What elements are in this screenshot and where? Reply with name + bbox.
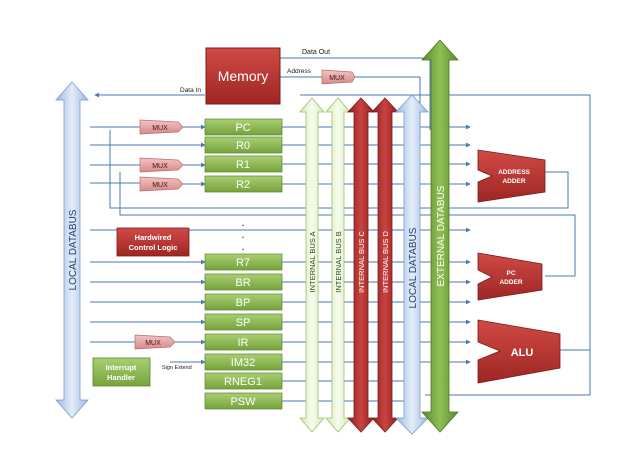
data-in-label: Data In <box>180 87 201 94</box>
register-im32 <box>205 354 282 370</box>
register-sp-label: SP <box>235 317 251 329</box>
hardwired-control-logic <box>117 228 189 256</box>
register-ir-label: IR <box>237 337 249 349</box>
address-adder-line2: ADDER <box>502 178 526 185</box>
interrupt-handler <box>93 358 150 386</box>
mux-r2 <box>140 177 183 191</box>
ellipsis-dot-3: . <box>241 239 245 253</box>
address-adder-line1: ADDRESS <box>498 169 530 176</box>
register-br-label: BR <box>235 277 251 289</box>
register-r7-label: R7 <box>235 257 251 269</box>
internal-bus-b <box>326 98 350 432</box>
internal-bus-d <box>372 98 398 432</box>
mux-r2-label: MUX <box>152 182 168 189</box>
mux-address-label: MUX <box>329 75 345 82</box>
mux-r1-label: MUX <box>152 163 168 170</box>
register-r7 <box>205 254 282 270</box>
control-logic-line1: Hardwired <box>134 233 172 242</box>
mux-pc <box>140 120 183 134</box>
register-bp-label: BP <box>235 297 251 309</box>
register-psw <box>205 393 282 409</box>
register-r1-label: R1 <box>235 159 251 171</box>
mux-r1 <box>140 158 183 172</box>
register-psw-label: PSW <box>230 396 256 408</box>
register-pc <box>205 119 282 135</box>
register-r0-label: R0 <box>235 140 251 152</box>
interrupt-handler-line1: Interrupt <box>105 363 137 372</box>
mux-ir <box>135 335 175 349</box>
internal-bus-d-label: INTERNAL BUS D <box>381 231 390 293</box>
register-ir <box>205 334 282 350</box>
register-rneg1-label: RNEG1 <box>224 376 262 388</box>
mux-pc-label: MUX <box>152 125 168 132</box>
local-databus-left <box>56 82 88 418</box>
mux-address <box>322 70 355 84</box>
local-databus-right <box>396 95 428 434</box>
register-sp <box>205 314 282 330</box>
register-r0 <box>205 137 282 153</box>
local-databus-left-label: LOCAL DATABUS <box>68 209 79 291</box>
data-out-label: Data Out <box>302 49 331 56</box>
alu-block <box>478 320 560 383</box>
pc-adder-line1: PC <box>506 270 516 277</box>
register-im32-label: IM32 <box>230 357 256 369</box>
memory-label: Memory <box>217 68 269 84</box>
control-logic-line2: Control Logic <box>128 243 178 252</box>
external-databus-label: EXTERNAL DATABUS <box>436 185 447 287</box>
register-pc-label: PC <box>235 122 251 134</box>
register-r2-label: R2 <box>235 179 251 191</box>
internal-bus-c <box>348 98 374 432</box>
pc-adder <box>478 253 542 300</box>
internal-bus-c-label: INTERNAL BUS C <box>357 231 366 293</box>
ellipsis-dot-1: . <box>241 215 245 229</box>
sign-extend-label: Sign Extend <box>162 365 192 371</box>
memory-block <box>206 48 280 104</box>
ellipsis-dot-2: . <box>241 227 245 241</box>
address-label: Address <box>287 68 311 75</box>
internal-bus-b-label: INTERNAL BUS B <box>334 231 343 293</box>
internal-bus-a <box>300 98 324 432</box>
address-adder <box>478 150 545 202</box>
alu-label: ALU <box>510 347 534 359</box>
register-br <box>205 274 282 290</box>
register-r2 <box>205 176 282 192</box>
external-databus <box>422 40 458 432</box>
internal-bus-a-label: INTERNAL BUS A <box>308 231 317 293</box>
register-r1 <box>205 156 282 172</box>
pc-adder-line2: ADDER <box>499 279 523 286</box>
mux-ir-label: MUX <box>145 340 161 347</box>
interrupt-handler-line2: Handler <box>107 373 135 382</box>
register-rneg1 <box>205 373 282 389</box>
local-databus-right-label: LOCAL DATABUS <box>408 227 419 309</box>
register-bp <box>205 294 282 310</box>
